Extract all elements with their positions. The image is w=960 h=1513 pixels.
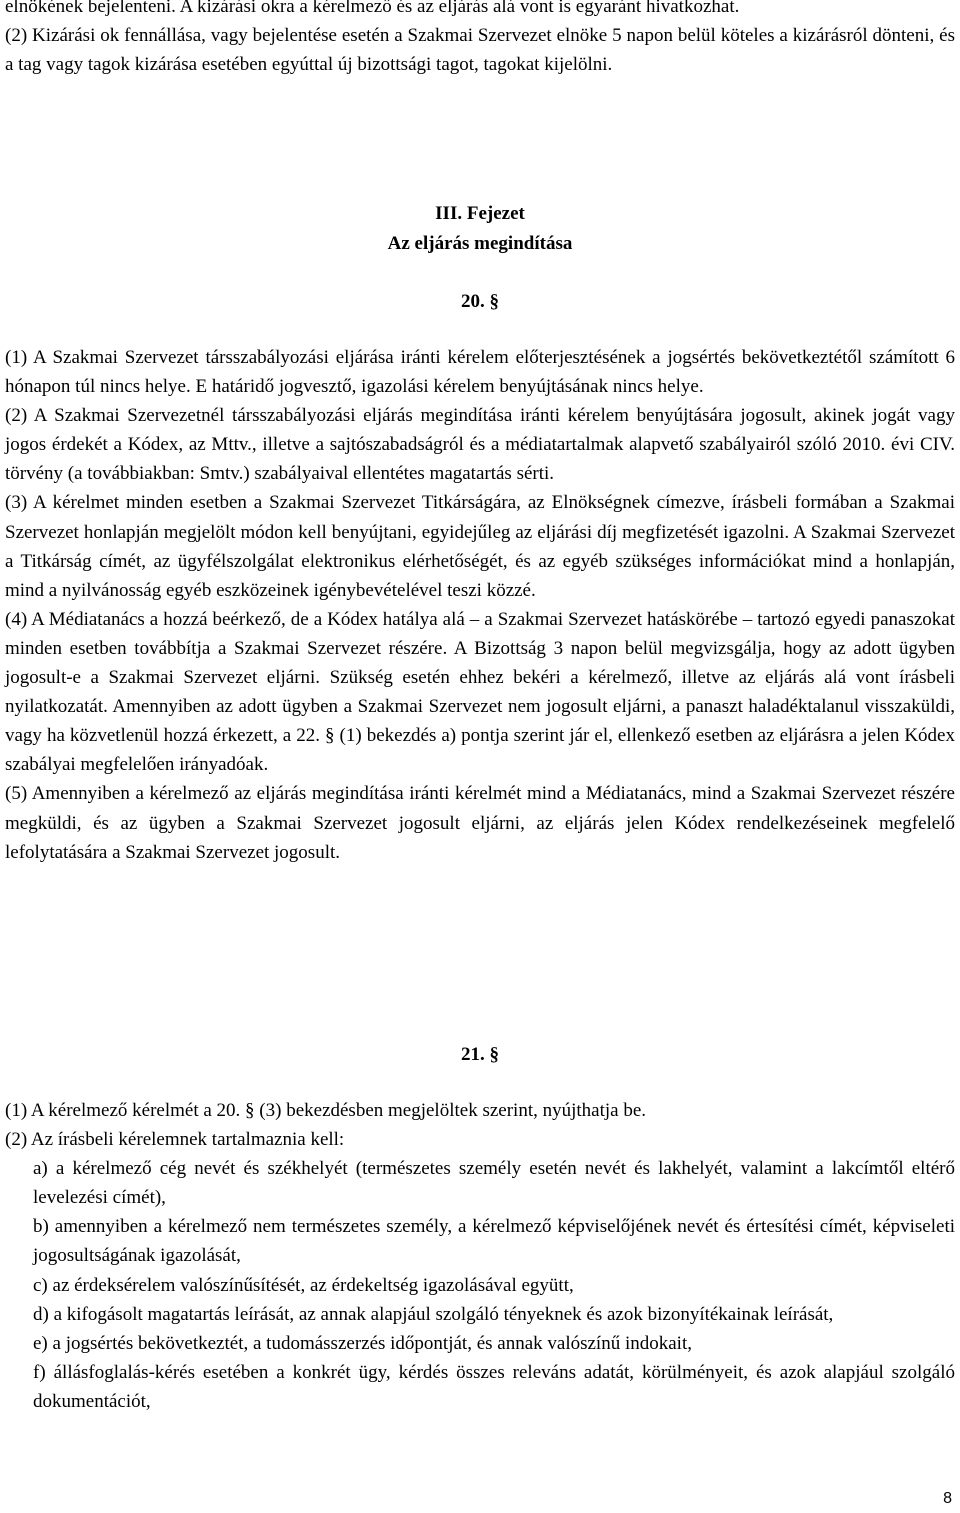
paragraph: (2) Az írásbeli kérelemnek tartalmaznia kell: [5, 1129, 345, 1151]
list-item: a) a kérelmező cég nevét és székhelyét (természetes személy esetén nevét és lakhelyét, valamint a lakcímtől eltérő levelezési címét), [33, 1158, 955, 1209]
paragraph: (2) A Szakmai Szervezetnél társszabályozási eljárás megindítása iránti kérelem benyújtására jogosult, akinek jogát vagy jogos érdekét a Kódex, az Mttv., illetve a sajtószabadságról és a médiatartalmak alapvető szabályairól szóló 2010. évi CIV. törvény (a továbbiakban: Smtv.) szabályaival ellentétes magatartás sérti. [5, 405, 955, 485]
list-item: f) állásfoglalás-kérés esetében a konkrét ügy, kérdés összes releváns adatát, körülményeit, és azok alapjául szolgáló dokumentációt, [33, 1361, 955, 1412]
paragraph: (1) A kérelmező kérelmét a 20. § (3) bekezdésben megjelöltek szerint, nyújthatja be. [5, 1100, 647, 1121]
list-item: e) a jogsértés bekövetkeztét, a tudomásszerzés időpontját, és annak valószínű indokait, [33, 1332, 692, 1354]
section-title-20: 20. § [461, 291, 499, 312]
paragraph: (1) A Szakmai Szervezet társszabályozási eljárása iránti kérelem előterjesztésének a jogsértés bekövetkeztétől számított 6 hónapon túl nincs helye. E határidő jogvesztő, igazolási kérelem benyújtásának nincs helye. [5, 347, 955, 398]
list-item: b) amennyiben a kérelmező nem természetes személy, a kérelmező képviselőjének nevét és értesítési címét, képviseleti jogosultságának igazolását, [33, 1216, 955, 1267]
intro-block [5, 0, 955, 79]
page-number: 8 [943, 1490, 952, 1507]
chapter-title: III. Fejezet [435, 203, 525, 224]
paragraph: elnökének bejelenteni. A kizárási okra a kérelmező és az eljárás alá vont is egyaránt hivatkozhat. [5, 0, 740, 17]
list-item: c) az érdeksérelem valószínűsítését, az érdekeltség igazolásával együtt, [33, 1274, 574, 1296]
section-title-21: 21. § [461, 1044, 499, 1065]
list-item: d) a kifogásolt magatartás leírását, az annak alapjául szolgáló tényeknek és azok bizonyítékainak leírását, [33, 1303, 834, 1325]
paragraph: (5) Amennyiben a kérelmező az eljárás megindítása iránti kérelmét mind a Médiatanács, mind a Szakmai Szervezet részére megküldi, és az ügyben a Szakmai Szervezet jogosult eljárni, az eljárás jelen Kódex rendelkezéseinek megfelelő lefolytatására a Szakmai Szervezet jogosult. [5, 783, 955, 863]
paragraph: (3) A kérelmet minden esetben a Szakmai Szervezet Titkárságára, az Elnökségnek címezve, írásbeli formában a Szakmai Szervezet honlapján megjelölt módon kell benyújtani, egyidejűleg az eljárási díj megfizetését igazolni. A Szakmai Szervezet a Titkárság címét, az ügyfélszolgálat elektronikus elérhetőségét, és az egyéb szükséges információkat mind a honlapján, mind a nyilvánosság egyéb eszközeinek igénybevételével teszi közzé. [5, 492, 955, 601]
paragraph: (4) A Médiatanács a hozzá beérkező, de a Kódex hatálya alá – a Szakmai Szervezet hatáskörébe – tartozó egyedi panaszokat minden esetben továbbítja a Szakmai Szervezet részére. A Bizottság 3 napon belül megvizsgálja, hogy az adott ügyben jogosult-e a Szakmai Szervezet eljárni. Szükség esetén ehhez bekéri a kérelmező, illetve az eljárás alá vont írásbeli nyilatkozatát. Amennyiben az adott ügyben a Szakmai Szervezet nem jogosult eljárni, a panaszt haladéktalanul visszaküldi, vagy ha közvetlenül hozzá érkezett, a 22. § (1) bekezdés a) pontja szerint jár el, ellenkező esetben az eljárásra a jelen Kódex szabályai megfelelően irányadóak. [5, 608, 955, 776]
paragraph: (2) Kizárási ok fennállása, vagy bejelentése esetén a Szakmai Szervezet elnöke 5 napon belül köteles a kizárásról dönteni, és a tag vagy tagok kizárása esetében egyúttal új bizottsági tagot, tagokat kijelölni. [5, 25, 955, 76]
chapter-subtitle: Az eljárás megindítása [387, 233, 573, 254]
section-20-body [5, 343, 955, 867]
section-21-body [5, 1096, 955, 1416]
